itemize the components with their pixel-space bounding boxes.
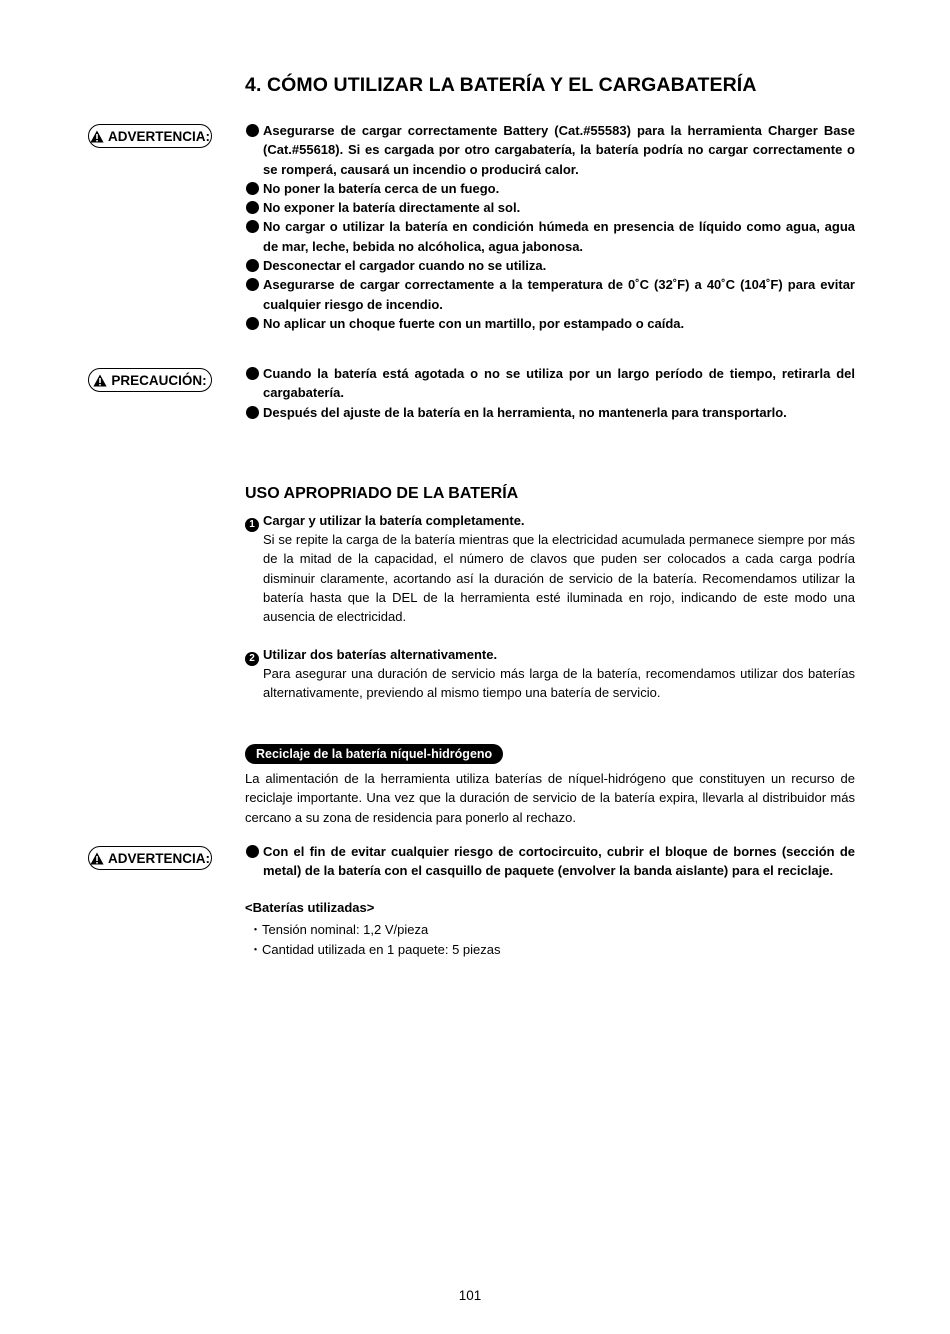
advertencia-badge [88, 124, 212, 148]
warning-triangle-icon [93, 374, 107, 387]
section-title: USO APROPRIADO DE LA BATERÍA [245, 485, 519, 502]
bullet-icon [246, 182, 259, 195]
warning-triangle-icon [90, 852, 104, 865]
warning-item: Desconectar el cargador cuando no se utiliza. [245, 256, 855, 275]
bullet-icon [246, 367, 259, 380]
warning-list [245, 121, 855, 333]
spec-voltage: ・Tensión nominal: 1,2 V/pieza [249, 922, 429, 937]
warning-item: Asegurarse de cargar correctamente a la temperatura de 0˚C (32˚F) a 40˚C (104˚F) para evitar cualquier riesgo de incendio. [245, 275, 855, 314]
warning-item: No cargar o utilizar la batería en condición húmeda en presencia de líquido como agua, agua de mar, leche, bebida no alcóholica, agua jabonosa. [245, 217, 855, 256]
warning-item: No poner la batería cerca de un fuego. [245, 179, 855, 198]
precaucion-badge [88, 368, 212, 392]
number-2-icon: 2 [245, 652, 259, 666]
batteries-heading: <Baterías utilizadas> [245, 900, 375, 915]
caution-item: Cuando la batería está agotada o no se utiliza por un largo período de tiempo, retirarla del cargabatería. [245, 364, 855, 403]
caution-list [245, 364, 855, 422]
number-1-icon: 1 [245, 518, 259, 532]
recycling-paragraph: La alimentación de la herramienta utiliza baterías de níquel-hidrógeno que constituyen un recurso de reciclaje importante. Una vez que la duración de servicio de la batería expira, llevarla al distribuidor más cercano a su zona de residencia para ponerlo al rechazo. [245, 771, 855, 825]
bullet-icon [246, 124, 259, 137]
recycling-warning-list [245, 842, 855, 881]
spec-quantity: ・Cantidad utilizada en 1 paquete: 5 piezas [249, 942, 501, 957]
usage-heading-2: 2 Utilizar dos baterías alternativamente. [245, 645, 497, 666]
bullet-icon [246, 317, 259, 330]
badge-label: PRECAUCIÓN: [111, 372, 207, 388]
warning-triangle-icon [90, 130, 104, 143]
bullet-icon [246, 278, 259, 291]
bullet-icon [246, 845, 259, 858]
caution-item: Después del ajuste de la batería en la herramienta, no mantenerla para transportarlo. [245, 403, 855, 422]
warning-item: Con el fin de evitar cualquier riesgo de cortocircuito, cubrir el bloque de bornes (sección de metal) de la batería con el casquillo de paquete (envolver la banda aislante) para el reciclaje. [245, 842, 855, 881]
recycling-label: Reciclaje de la batería níquel-hidrógeno [245, 744, 503, 764]
usage-paragraph-1: Si se repite la carga de la batería mientras que la electricidad acumulada permanece siempre por más de la mitad de la capacidad, el número de clavos que puden ser colocados a cada carga podría disminuir claramente, acortando así la duración de servicio de la batería. Recomendamos utilizar la batería hasta que la DEL de la herramienta esté iluminada en rojo, indicando de este modo una ausencia de electricidad. [263, 532, 855, 625]
page-number: 101 [458, 1288, 482, 1303]
page-title: 4. CÓMO UTILIZAR LA BATERÍA Y EL CARGABATERÍA [245, 74, 757, 96]
bullet-icon [246, 220, 259, 233]
badge-label: ADVERTENCIA: [107, 850, 210, 866]
badge-label: ADVERTENCIA: [107, 128, 210, 144]
bullet-icon [246, 259, 259, 272]
warning-item: No exponer la batería directamente al sol. [245, 198, 855, 217]
warning-item: Asegurarse de cargar correctamente Battery (Cat.#55583) para la herramienta Charger Base (Cat.#55618). Si es cargada por otro cargabatería, la batería podría no cargar correctamente o se romperá, causará un incendio o producirá calor. [245, 121, 855, 179]
usage-heading-1: 1 Cargar y utilizar la batería completamente. [245, 511, 525, 532]
bullet-icon [246, 406, 259, 419]
usage-paragraph-2: Para asegurar una duración de servicio más larga de la batería, recomendamos utilizar dos baterías alternativamente, previendo al mismo tiempo una batería de servicio. [263, 666, 855, 701]
warning-item: No aplicar un choque fuerte con un martillo, por estampado o caída. [245, 314, 855, 333]
advertencia-badge [88, 846, 212, 870]
bullet-icon [246, 201, 259, 214]
